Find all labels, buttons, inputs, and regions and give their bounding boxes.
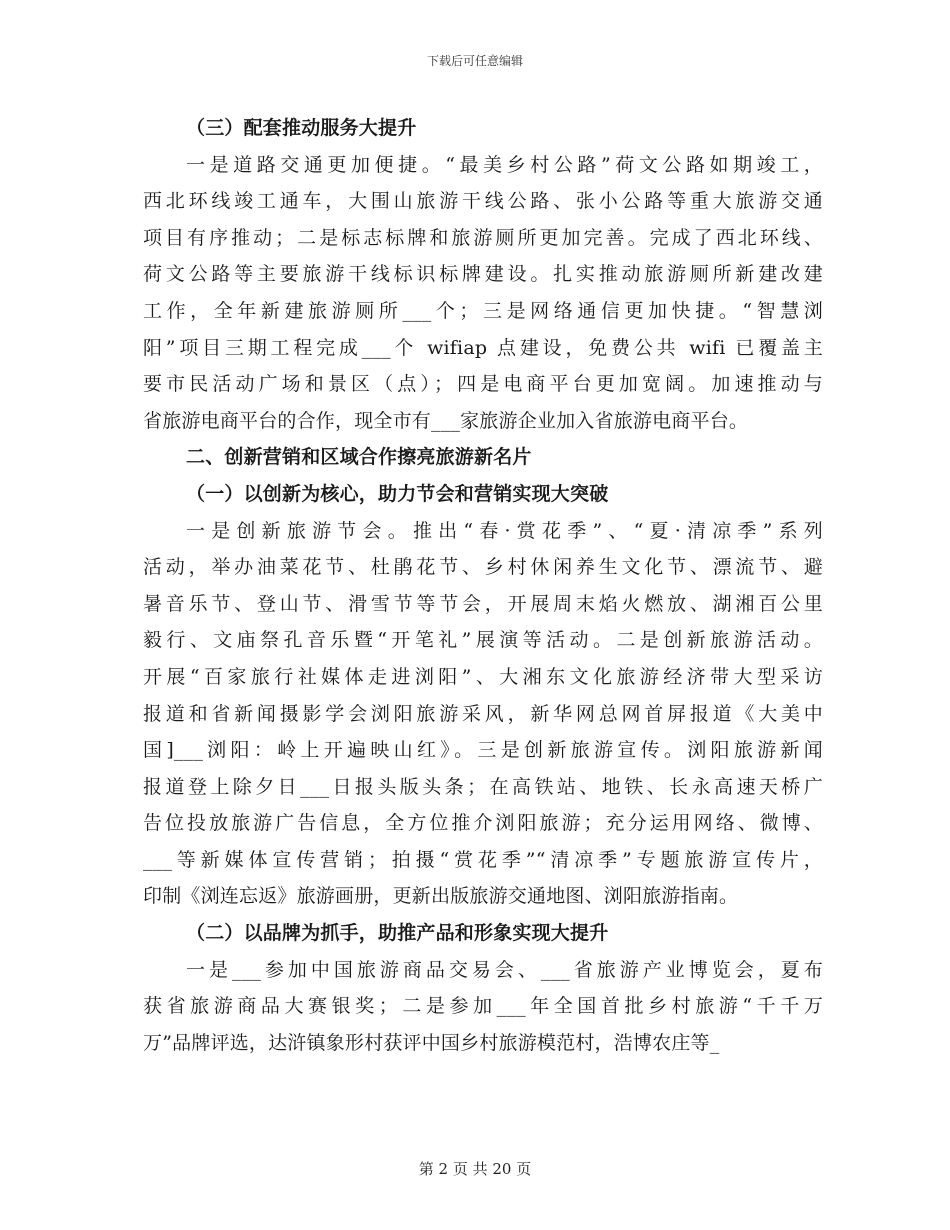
paragraph-line: 告位投放旅游广告信息，全方位推介浏阳旅游；充分运用网络、微博、 — [143, 812, 823, 835]
section-heading: （二）以品牌为抓手，助推产品和形象实现大提升 — [186, 922, 609, 945]
paragraph-line: 报道登上除夕日___日报头版头条；在高铁站、地铁、长永高速天桥广 — [143, 775, 823, 798]
page-number-footer: 第 2 页 共 20 页 — [418, 1160, 532, 1178]
section-heading: （三）配套推动服务大提升 — [186, 117, 417, 139]
paragraph-line: 阳”项目三期工程完成___个 wifiap 点建设，免费公共 wifi 已覆盖主 — [143, 336, 823, 359]
paragraph-line: 省旅游电商平台的合作，现全市有___家旅游企业加入省旅游电商平台。 — [143, 409, 749, 432]
paragraph-line: 万”品牌评选，达浒镇象形村获评中国乡村旅游模范村，浩博农庄等_ — [143, 1031, 720, 1054]
section-heading: （一）以创新为核心，助力节会和营销实现大突破 — [186, 482, 609, 505]
paragraph-line: 国]___浏阳：岭上开遍映山红》。三是创新旅游宣传。浏阳旅游新闻 — [143, 739, 823, 762]
paragraph-line: 工作，全年新建旅游厕所___个；三是网络通信更加快捷。“智慧浏 — [143, 299, 823, 322]
paragraph-line: 西北环线竣工通车，大围山旅游干线公路、张小公路等重大旅游交通 — [143, 190, 823, 213]
paragraph-line: 活动，举办油菜花节、杜鹃花节、乡村休闲养生文化节、漂流节、避 — [143, 556, 823, 579]
paragraph-line: 一是___参加中国旅游商品交易会、___省旅游产业博览会，夏布 — [186, 958, 823, 981]
paragraph-line: 印制《浏连忘返》旅游画册，更新出版旅游交通地图、浏阳旅游指南。 — [143, 885, 739, 908]
paragraph-line: 要市民活动广场和景区（点）；四是电商平台更加宽阔。加速推动与 — [143, 373, 823, 396]
paragraph-line: 暑音乐节、登山节、滑雪节等节会，开展周末焰火燃放、湖湘百公里 — [143, 592, 823, 615]
paragraph-line: 报道和省新闻摄影学会浏阳旅游采风，新华网总网首屏报道《大美中 — [143, 702, 823, 725]
paragraph-line: 项目有序推动；二是标志标牌和旅游厕所更加完善。完成了西北环线、 — [143, 226, 823, 249]
paragraph-line: 开展“百家旅行社媒体走进浏阳”、大湘东文化旅游经济带大型采访 — [143, 665, 823, 688]
page-header-note: 下载后可任意编辑 — [426, 54, 523, 68]
paragraph-line: 一是创新旅游节会。推出“春·赏花季”、“夏·清凉季”系列 — [186, 519, 823, 542]
paragraph-line: ___等新媒体宣传营销；拍摄“赏花季”“清凉季”专题旅游宣传片， — [143, 848, 823, 871]
document-body — [143, 110, 823, 1061]
chapter-heading: 二、创新营销和区域合作擦亮旅游新名片 — [186, 446, 532, 469]
paragraph-line: 获省旅游商品大赛银奖；二是参加___年全国首批乡村旅游“千千万 — [143, 995, 823, 1018]
paragraph-line: 荷文公路等主要旅游干线标识标牌建设。扎实推动旅游厕所新建改建 — [143, 263, 823, 286]
paragraph-line: 一是道路交通更加便捷。“最美乡村公路”荷文公路如期竣工， — [186, 153, 823, 176]
paragraph-line: 毅行、文庙祭孔音乐暨“开笔礼”展演等活动。二是创新旅游活动。 — [143, 629, 823, 652]
